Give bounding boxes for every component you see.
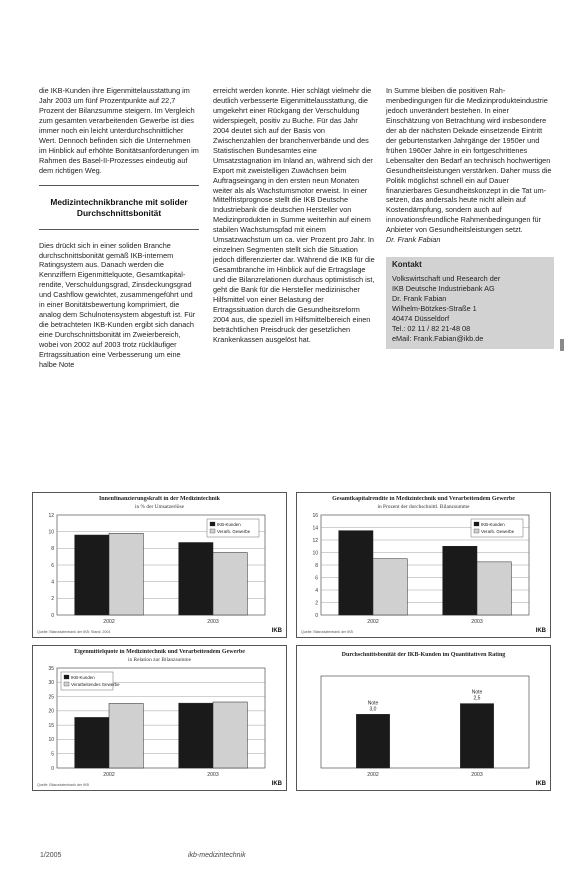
y-tick-label: 12: [312, 537, 318, 544]
legend-label: IKB-Kunden: [481, 522, 505, 527]
legend-swatch: [64, 682, 69, 686]
col3-body-text: In Summe bleiben die positiven Rahmenbedingungen für die Medizinprodukteindustrie jedoch unverändert bestehen. In einer Einschätzung von Betrachtung wird insbesondere der ab der nächsten Dekade einsetzende Eintritt der geburtenstarken Jahrgänge der 1950er und frühen 1960er Jahre in ein fortgeschrittenes Lebensalter den Bedarf an technisch hochwertigen Gesundheitsleistungen verstärken. Daher muss die Politik möglichst schnell ein auf Dauer finanzierbares Gesundheitskonzept in die Tat umsetzen, das andersals heute nicht allein auf Kostendämpfung, sondern auch auf innovationsfreundliche Rahmenbedingungen für Anbieter von Gesundheitsleistungen setzt.: [386, 86, 552, 235]
contact-line: IKB Deutsche Industriebank AG: [392, 284, 495, 294]
y-tick-label: 8: [51, 546, 54, 553]
column-1: [39, 86, 199, 370]
y-tick-label: 6: [315, 575, 318, 582]
issue-number: 1/2005: [40, 852, 62, 859]
ikb-logo: IKB: [535, 781, 546, 787]
x-tick-label: 2003: [207, 619, 219, 625]
chart-title: Eigenmittelquote in Medizintechnik und Verarbeitendem Gewerbe: [74, 649, 245, 655]
chart-subtitle: in Relation zur Bilanzsumme: [127, 657, 192, 663]
ikb-logo: IKB: [271, 628, 282, 634]
chart-plot: [297, 493, 550, 637]
y-tick-label: 16: [312, 512, 318, 519]
chart-title: Innenfinanzierungskraft in der Medizintechnik: [98, 496, 221, 502]
contact-line: Wilhelm-Bötzkes-Straße 1: [392, 304, 477, 314]
legend-swatch: [474, 529, 479, 533]
column-2: [213, 86, 375, 345]
chart-source: Quelle: Bilanzdatenbank der IKB: [301, 630, 353, 634]
col2-body-text: erreicht werden konnte. Hier schlägt vielmehr die deutlich verbesserte Eigenmittelausstattung, die umgekehrt einer Rückgang der Verschuldung widerspiegelt, positiv zu Buche. Für das Jahr 2004 deutet sich auf der Basis von Zwischenzahlen der branchenverbände und des Statistischen Bundesamtes eine Umsatzstagnation im Inland an, während sich der Export mit zweistelligen Zuwächsen beim Auftragseingang in den ersten neun Monaten weiter als als Wachstumsmotor erweist. In einer Mittelfristprognose stellt die IKB Deutsche Industriebank die deutschen Hersteller von Medizinprodukten in Summe weiterhin auf einem stabilen Wachstumspfad mit einem Umsatzwachstum um ca. vier Prozent pro Jahr. In einzelnen Segmenten stellt sich die Situation jedoch differenzierter dar. Während die IKB für die Gesamtbranche im Hinblick auf die Ertragslage und die Bilanzrelationen durchaus optimistisch ist, geht die Bank für die Hersteller medizinischer Hilfsmittel von einer Belastung der Ertragssituation durch die Gesundheitsreform 2004 aus, die speziell im Hilfsmittelbereich einen beträchtlichen Preisdruck der gesetzlichen Krankenkassen ausgelöst hat.: [213, 86, 375, 344]
legend-swatch: [210, 529, 215, 533]
bar: [75, 717, 109, 768]
ikb-logo: IKB: [535, 628, 546, 634]
y-tick-label: 35: [48, 665, 54, 672]
x-tick-label: 2003: [471, 772, 483, 778]
chart-title: Durchschnittsbonität der IKB-Kunden im Quantitativen Rating: [341, 652, 506, 658]
chart-subtitle: in Prozent der durchschnittl. Bilanzsumme: [377, 504, 470, 510]
contact-box: [386, 257, 554, 349]
col1-intro-text: die IKB-Kunden ihre Eigenmittelausstattung im Jahr 2003 um fünf Prozentpunkte auf 22,7 Prozent der Bilanzsumme steigern. Im Vergleich zum gesamten verarbeitenden Gewerbe ist dies immer noch ein leicht unterdurchschnittlicher Wert. Dennoch befinden sich die Unternehmen im Hinblick auf erhöhte Bonitätsanforderungen im Rahmen des Basel-II-Prozesses eindeutig auf dem richtigen Weg.: [39, 86, 199, 175]
bar: [356, 714, 389, 768]
plot-frame: [321, 676, 529, 768]
legend-swatch: [210, 522, 215, 526]
y-tick-label: 10: [48, 529, 54, 536]
ikb-logo: IKB: [271, 781, 282, 787]
bar: [75, 535, 109, 615]
column-3: [386, 86, 554, 349]
legend-label: IKB-Kunden: [71, 675, 95, 680]
bar: [179, 543, 213, 616]
x-tick-label: 2002: [103, 619, 115, 625]
legend-swatch: [64, 675, 69, 679]
bar: [339, 531, 373, 615]
page-edge-tab: [560, 339, 564, 351]
contact-line: Volkswirtschaft und Research der: [392, 274, 501, 284]
contact-line: Dr. Frank Fabian: [392, 294, 447, 304]
bar: [179, 703, 213, 768]
author-name: Dr. Frank Fabian: [386, 235, 441, 245]
contact-line: Tel.: 02 11 / 82 21-48 08: [392, 323, 471, 333]
bar: [213, 702, 247, 768]
y-tick-label: 15: [48, 722, 54, 729]
chart-durchschnittsbonitaet: [296, 645, 551, 791]
x-tick-label: 2002: [103, 772, 115, 778]
y-tick-label: 10: [312, 550, 318, 557]
col1-body-text: Dies drückt sich in einer soliden Branche durchschnittsbonität gemäß IKB-internem Ratingsystem aus. Danach werden die Kennziffern Eigenmittelquote, Gesamtkapitalrendite, Verschuldungsgrad, Zinsdeckungsgrad und Cashflow gewichtet, zusammengeführt und in einer Bonitätsbewertung komprimiert, die analog dem Schulnotensystem abgestuft ist. Für die betrachteten IKB-Kunden ergibt sich danach eine Durchschnittsbonität im Zweierbereich, wobei von 2002 auf 2003 trotz rückläufiger Ertragssituation eine Verbesserung um eine halbe Note: [39, 240, 196, 370]
y-tick-label: 10: [48, 737, 54, 744]
y-tick-label: 14: [312, 525, 318, 532]
bar: [477, 562, 511, 615]
x-tick-label: 2003: [207, 772, 219, 778]
y-tick-label: 4: [315, 587, 318, 594]
x-tick-label: 2002: [367, 619, 379, 625]
bar: [213, 553, 247, 616]
chart-title: Gesamtkapitalrendite in Medizintechnik und Verarbeitendem Gewerbe: [332, 496, 515, 502]
contact-email[interactable]: eMail: Frank.Fabian@ikb.de: [392, 333, 484, 343]
bar: [443, 546, 477, 615]
y-tick-label: 4: [51, 579, 54, 586]
legend-swatch: [474, 522, 479, 526]
section-subheading: Medizintechnikbranche mit solider Durchschnittsbonität: [39, 185, 199, 230]
contact-title: Kontakt: [392, 260, 422, 270]
x-tick-label: 2002: [367, 772, 379, 778]
chart-plot: [297, 646, 550, 790]
chart-innenfinanzierungskraft: [32, 492, 287, 638]
bar: [460, 704, 493, 768]
y-tick-label: 0: [315, 612, 318, 619]
legend-label: Verarbeitendes Gewerbe: [71, 682, 120, 687]
y-tick-label: 12: [48, 512, 54, 519]
contact-line: 40474 Düsseldorf: [392, 314, 450, 324]
magazine-name: ikb-medizintechnik: [188, 852, 246, 859]
legend-label: IKB-Kunden: [217, 522, 241, 527]
x-tick-label: 2003: [471, 619, 483, 625]
chart-eigenmittelquote: [32, 645, 287, 791]
chart-plot: [33, 646, 286, 790]
y-tick-label: 5: [51, 751, 54, 758]
bar-data-label: Note: [471, 689, 483, 696]
legend-label: Verarb. Gewerbe: [481, 529, 515, 534]
chart-gesamtkapitalrendite: [296, 492, 551, 638]
y-tick-label: 6: [51, 562, 54, 569]
legend-label: Verarb. Gewerbe: [217, 529, 251, 534]
y-tick-label: 2: [51, 596, 54, 603]
chart-source: Quelle: Bilanzdatenbank der IKB; Stand: 2004: [37, 630, 111, 634]
y-tick-label: 2: [315, 600, 318, 607]
bar: [373, 559, 407, 615]
chart-source: Quelle: Bilanzdatenbank der IKB: [37, 783, 89, 787]
y-tick-label: 8: [315, 562, 318, 569]
bar: [109, 533, 143, 615]
chart-plot: [33, 493, 286, 637]
chart-subtitle: in % der Umsatzerlöse: [135, 504, 184, 510]
y-tick-label: 20: [48, 708, 54, 715]
y-tick-label: 0: [51, 612, 54, 619]
bar-data-label: 3,0: [369, 706, 377, 713]
y-tick-label: 0: [51, 765, 54, 772]
bar-data-label: 2,5: [473, 695, 481, 702]
bar-data-label: Note: [367, 700, 379, 707]
bar: [109, 703, 143, 768]
y-tick-label: 25: [48, 694, 54, 701]
y-tick-label: 30: [48, 680, 54, 687]
